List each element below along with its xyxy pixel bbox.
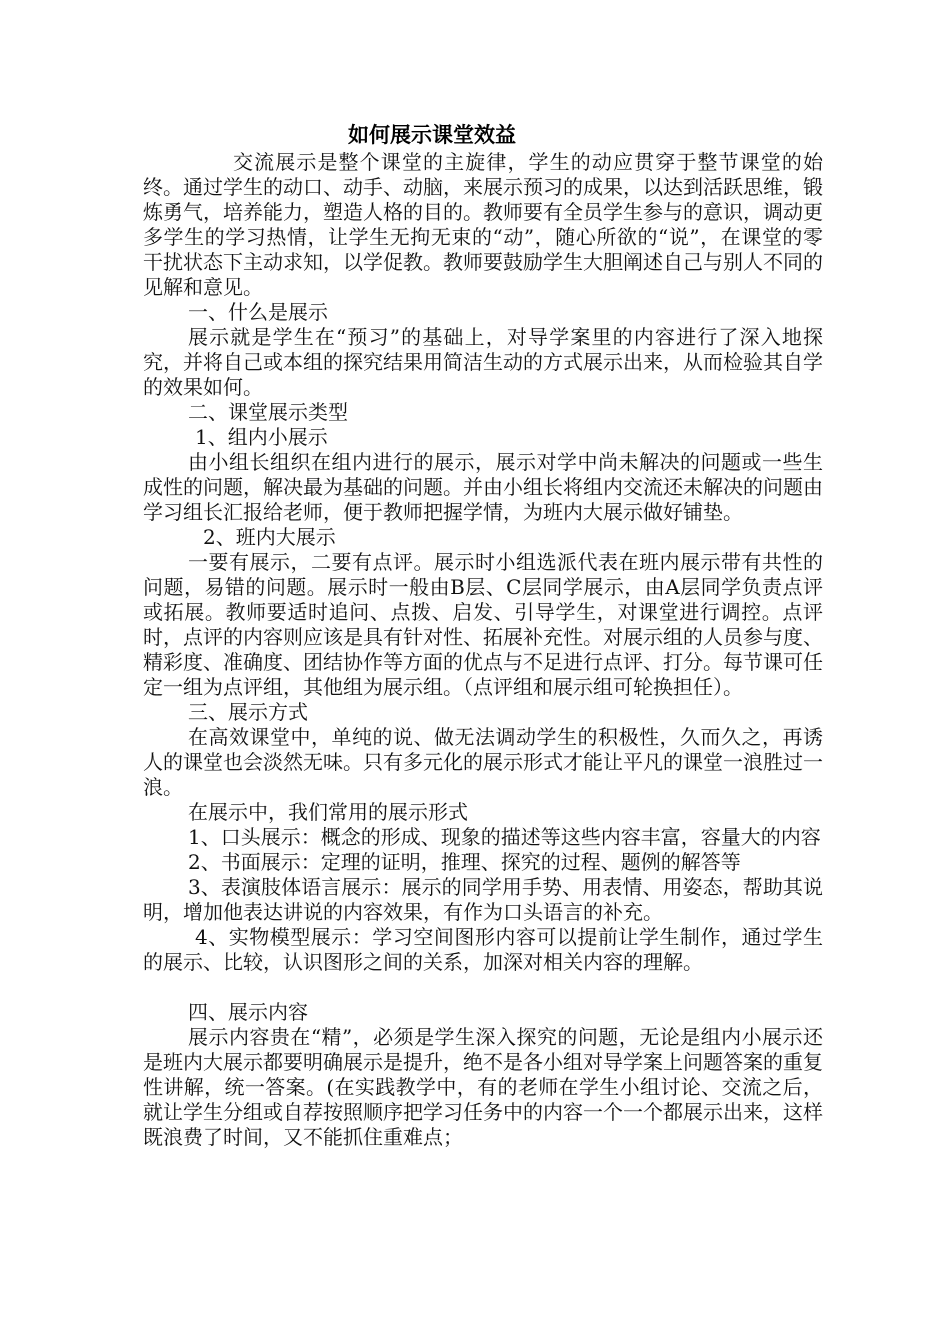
list-item-body-language-display: 3、表演肢体语言展示：展示的同学用手势、用表情、用姿态，帮助其说明，增加他表达讲说的内容效果，有作为口头语言的补充。 [143, 875, 823, 924]
section-heading-display-content: 四、展示内容 [188, 1000, 308, 1024]
paragraph-display-content: 展示内容贵在“精”，必须是学生深入探究的问题，无论是组内小展示还是班内大展示都要明确展示是提升，绝不是各小组对导学案上问题答案的重复性讲解，统一答案。(在实践教学中，有的老师在学生小组讨论、交流之后，就让学生分组或自荐按照顺序把学习任务中的内容一个一个都展示出来，这样既浪费了时间，又不能抓住重难点； [143, 1025, 823, 1149]
paragraph-definition: 展示就是学生在“预习”的基础上，对导学案里的内容进行了深入地探究，并将自己或本组的探究结果用简洁生动的方式展示出来，从而检验其自学的效果如何。 [143, 325, 823, 399]
paragraph-class-display: 一要有展示，二要有点评。展示时小组选派代表在班内展示带有共性的问题，易错的问题。展示时一般由B层、C层同学展示，由A层同学负责点评或拓展。教师要适时追问、点拨、启发、引导学生，对课堂进行调控。点评时，点评的内容则应该是具有针对性、拓展补充性。对展示组的人员参与度、精彩度、准确度、团结协作等方面的优点与不足进行点评、打分。每节课可任定一组为点评组，其他组为展示组。（点评组和展示组可轮换担任）。 [143, 550, 823, 699]
paragraph-common-forms: 在展示中，我们常用的展示形式 [188, 800, 468, 824]
subheading-class-display: 2、班内大展示 [203, 525, 336, 549]
intro-paragraph: 交流展示是整个课堂的主旋律，学生的动应贯穿于整节课堂的始终。通过学生的动口、动手、动脑，来展示预习的成果，以达到活跃思维，锻炼勇气，培养能力，塑造人格的目的。教师要有全员学生参与的意识，调动更多学生的学习热情，让学生无拘无束的“动”，随心所欲的“说”，在课堂的零干扰状态下主动求知，以学促教。教师要鼓励学生大胆阐述自己与别人不同的见解和意见。 [143, 150, 823, 299]
section-heading-display-methods: 三、展示方式 [188, 700, 308, 724]
paragraph-group-display: 由小组长组织在组内进行的展示，展示对学中尚未解决的问题或一些生成性的问题，解决最为基础的问题。并由小组长将组内交流还未解决的问题由学习组长汇报给老师，便于教师把握学情，为班内大展示做好铺垫。 [143, 450, 823, 524]
document-body [143, 122, 823, 1150]
section-heading-what-is-display: 一、什么是展示 [188, 300, 328, 324]
blank-line [143, 975, 823, 1000]
subheading-group-display: 1、组内小展示 [195, 425, 328, 449]
list-item-oral-display: 1、口头展示：概念的形成、现象的描述等这些内容丰富，容量大的内容 [188, 825, 821, 849]
section-heading-display-types: 二、课堂展示类型 [188, 400, 348, 424]
list-item-written-display: 2、书面展示：定理的证明，推理、探究的过程、题例的解答等 [188, 850, 741, 874]
list-item-model-display: 4、实物模型展示：学习空间图形内容可以提前让学生制作，通过学生的展示、比较，认识图形之间的关系，加深对相关内容的理解。 [143, 925, 823, 974]
paragraph-methods-intro: 在高效课堂中，单纯的说、做无法调动学生的积极性，久而久之，再诱人的课堂也会淡然无味。只有多元化的展示形式才能让平凡的课堂一浪胜过一浪。 [143, 725, 823, 799]
document-title: 如何展示课堂效益 [348, 122, 516, 147]
